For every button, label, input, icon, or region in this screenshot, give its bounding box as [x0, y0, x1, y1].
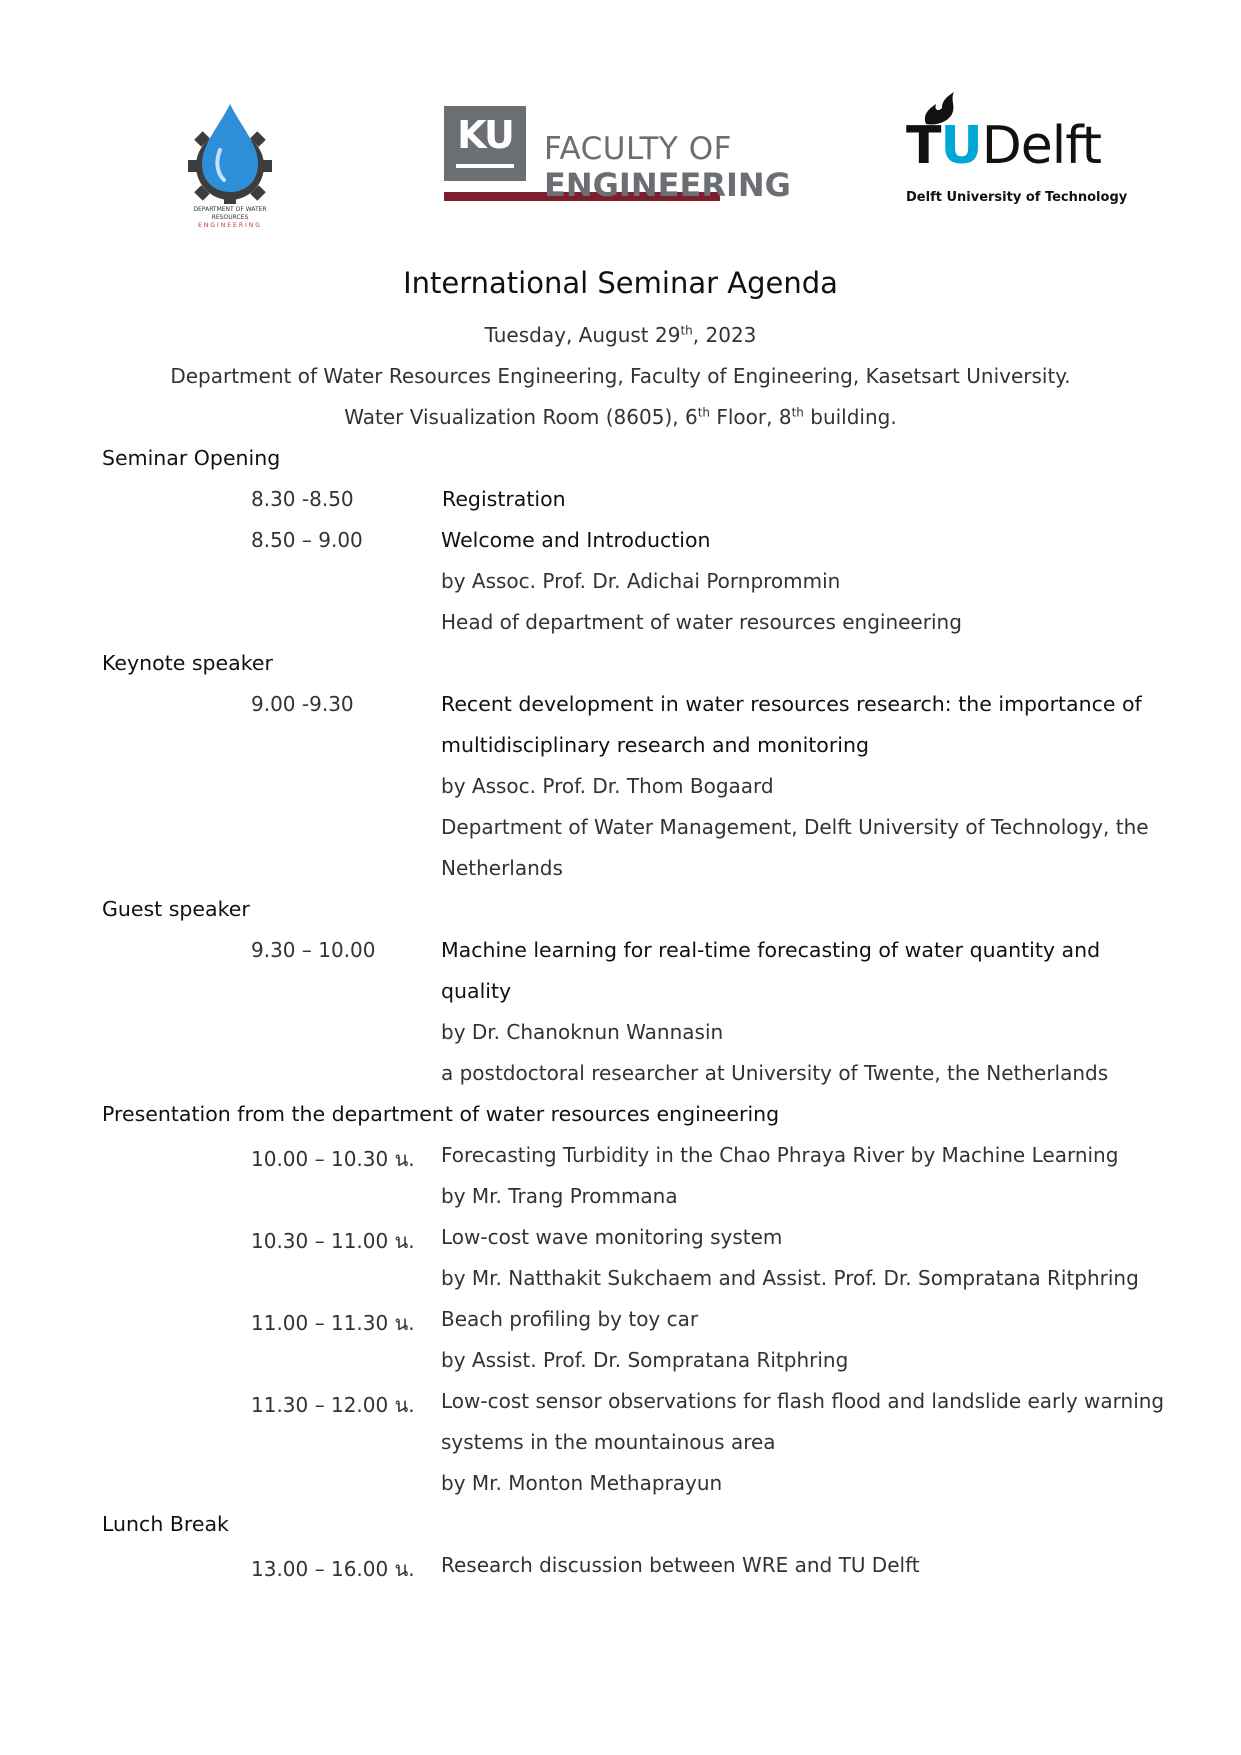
item-keynote-affiliation-1: Department of Water Management, Delft University of Technology, the	[441, 815, 1149, 839]
tudelft-logo	[906, 90, 1128, 210]
item-keynote-title-1: Recent development in water resources research: the importance of	[441, 692, 1142, 716]
room-ordinal-2: th	[791, 405, 804, 420]
date-ordinal: th	[680, 323, 693, 338]
section-lunch-break: Lunch Break	[102, 1512, 229, 1536]
section-keynote-speaker: Keynote speaker	[102, 651, 273, 675]
time-discussion: 13.00 – 16.00 น.	[251, 1557, 415, 1581]
item-registration-title: Registration	[442, 487, 566, 511]
ku-line-engineering: ENGINEERING	[544, 166, 791, 204]
item-presentation-3-title: Beach profiling by toy car	[441, 1307, 699, 1331]
item-presentation-4-title-1: Low-cost sensor observations for flash flood and landslide early warning	[441, 1389, 1165, 1413]
item-guest-speaker: by Dr. Chanoknun Wannasin	[441, 1020, 724, 1044]
room-text-1: Water Visualization Room (8605), 6	[344, 405, 698, 429]
tudelft-subtitle: Delft University of Technology	[906, 190, 1128, 205]
wre-department-logo	[180, 100, 280, 232]
time-guest: 9.30 – 10.00	[251, 938, 376, 962]
item-presentation-3-speaker: by Assist. Prof. Dr. Sompratana Ritphring	[441, 1348, 849, 1372]
item-keynote-title-2: multidisciplinary research and monitoring	[441, 733, 869, 757]
time-presentation-3: 11.00 – 11.30 น.	[251, 1311, 415, 1335]
ku-mark-text: KU	[457, 113, 513, 157]
water-drop-gear-icon	[180, 100, 280, 204]
item-guest-affiliation: a postdoctoral researcher at University of Twente, the Netherlands	[441, 1061, 1109, 1085]
ku-engineering-logo	[444, 106, 791, 204]
room-ordinal-1: th	[697, 405, 711, 420]
seminar-date	[0, 323, 1241, 347]
section-seminar-opening: Seminar Opening	[102, 446, 281, 470]
time-keynote: 9.00 -9.30	[251, 692, 354, 716]
ku-line-faculty-of: FACULTY OF	[544, 131, 732, 167]
section-presentations: Presentation from the department of water resources engineering	[102, 1102, 780, 1126]
section-guest-speaker: Guest speaker	[102, 897, 250, 921]
item-presentation-4-speaker: by Mr. Monton Methaprayun	[441, 1471, 723, 1495]
room-text-3: building.	[803, 405, 897, 429]
item-presentation-2-speaker: by Mr. Natthakit Sukchaem and Assist. Prof. Dr. Sompratana Ritphring	[441, 1266, 1139, 1290]
time-registration: 8.30 -8.50	[251, 487, 354, 511]
tud-letter-t: T	[906, 116, 941, 176]
time-presentation-1: 10.00 – 10.30 น.	[251, 1147, 415, 1171]
time-presentation-2: 10.30 – 11.00 น.	[251, 1229, 415, 1253]
item-welcome-speaker: by Assoc. Prof. Dr. Adichai Pornprommin	[441, 569, 841, 593]
tud-letter-u: U	[940, 116, 982, 176]
item-guest-title-2: quality	[441, 979, 512, 1003]
tudelft-wordmark	[906, 116, 1101, 176]
date-text: Tuesday, August 29	[484, 323, 681, 347]
date-year: , 2023	[692, 323, 757, 347]
time-presentation-4: 11.30 – 12.00 น.	[251, 1393, 415, 1417]
item-guest-title-1: Machine learning for real-time forecasting of water quantity and	[441, 938, 1101, 962]
item-discussion-title: Research discussion between WRE and TU Delft	[441, 1553, 920, 1577]
item-keynote-speaker: by Assoc. Prof. Dr. Thom Bogaard	[441, 774, 774, 798]
item-welcome-title: Welcome and Introduction	[441, 528, 711, 552]
venue-room	[0, 405, 1241, 429]
wre-logo-caption	[180, 206, 280, 230]
page-title: International Seminar Agenda	[403, 266, 838, 300]
item-welcome-affiliation: Head of department of water resources engineering	[441, 610, 962, 634]
item-presentation-4-title-2: systems in the mountainous area	[441, 1430, 776, 1454]
tud-word-delft: Delft	[981, 116, 1101, 176]
room-text-2: Floor, 8	[710, 405, 792, 429]
item-keynote-affiliation-2: Netherlands	[441, 856, 563, 880]
wre-caption-top: DEPARTMENT OF WATER RESOURCES	[193, 206, 267, 221]
item-presentation-2-title: Low-cost wave monitoring system	[441, 1225, 783, 1249]
item-presentation-1-title: Forecasting Turbidity in the Chao Phraya River by Machine Learning	[441, 1143, 1119, 1167]
venue-department: Department of Water Resources Engineering, Faculty of Engineering, Kasetsart University.	[170, 364, 1071, 388]
item-presentation-1-speaker: by Mr. Trang Prommana	[441, 1184, 678, 1208]
ku-faculty-text	[544, 131, 791, 204]
wre-caption-engineering: ENGINEERING	[198, 222, 262, 229]
time-welcome: 8.50 – 9.00	[251, 528, 363, 552]
